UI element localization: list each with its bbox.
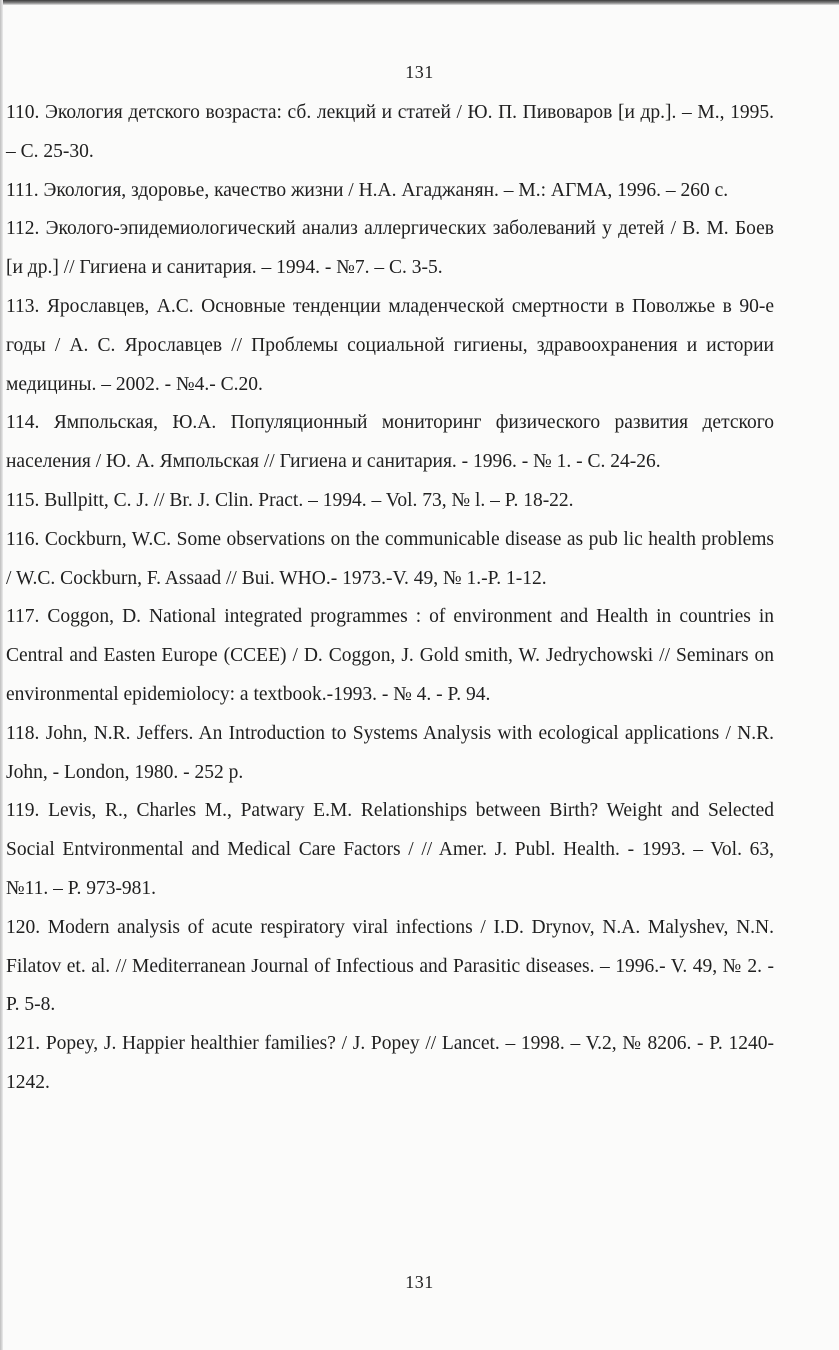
reference-entry-110: 110. Экология детского возраста: сб. лекций и статей / Ю. П. Пивоваров [и др.]. – М., 1995. – С. 25-30. — [6, 102, 774, 162]
reference-entry-118: 118. John, N.R. Jeffers. An Introduction to Systems Analysis with ecological applications / N.R. John, - London, 1980. - 252 p. — [6, 722, 774, 783]
reference-entry-113: 113. Ярославцев, А.С. Основные тенденции младенческой смертности в Поволжье в 90-е годы / А. С. Ярославцев // Проблемы социальной гигиены, здравоохранения и истории медицины. – 2002. - №4.- С.20. — [6, 295, 774, 395]
reference-entry-115: 115. Bullpitt, C. J. // Br. J. Clin. Pract. – 1994. – Vol. 73, № l. – P. 18-22. — [6, 489, 574, 511]
reference-entry-119: 119. Levis, R., Charles M., Patwary E.M. Relationships between Birth? Weight and Selected Social Entvironmental and Medical Care Factors / // Amer. J. Publ. Health. - 1993. – Vol. 63, №11. – P. 973-981. — [6, 800, 774, 899]
reference-entry-116: 116. Cockburn, W.C. Some observations on the communicable disease as pub lic health problems / W.C. Cockburn, F. Assaad // Bui. WHO.- 1973.-V. 49, № 1.-P. 1-12. — [6, 528, 774, 589]
reference-entry-111: 111. Экология, здоровье, качество жизни / Н.А. Агаджанян. – М.: АГМА, 1996. – 260 с. — [6, 179, 729, 201]
scan-top-edge — [0, 0, 839, 5]
reference-entry-117: 117. Coggon, D. National integrated programmes : of environment and Health in countries in Central and Easten Europe (CCEE) / D. Coggon, J. Gold smith, W. Jedrychowski // Seminars on environmental epidemiolocy: a textbook.-1993. - № 4. - P. 94. — [6, 606, 774, 705]
reference-entry-120: 120. Modern analysis of acute respiratory viral infections / I.D. Drynov, N.A. Malyshev, N.N. Filatov et. al. // Mediterranean Journal of Infectious and Parasitic diseases. – 1996.- V. 49, № 2. - P. 5-8. — [6, 916, 774, 1016]
reference-entry-114: 114. Ямпольская, Ю.А. Популяционный мониторинг физического развития детского населения / Ю. А. Ямпольская // Гигиена и санитария. - 1996. - № 1. - С. 24-26. — [6, 412, 774, 473]
scan-left-edge — [0, 0, 3, 1350]
page-number-bottom: 131 — [405, 1272, 434, 1292]
reference-list — [6, 94, 774, 1103]
page-number-top: 131 — [405, 62, 434, 82]
reference-entry-112: 112. Эколого-эпидемиологический анализ аллергических заболеваний у детей / В. М. Боев [и др.] // Гигиена и санитария. – 1994. - №7. – С. 3-5. — [6, 218, 774, 279]
reference-entry-121: 121. Popey, J. Happier healthier families? / J. Popey // Lancet. – 1998. – V.2, № 8206. - P. 1240-1242. — [6, 1033, 774, 1093]
